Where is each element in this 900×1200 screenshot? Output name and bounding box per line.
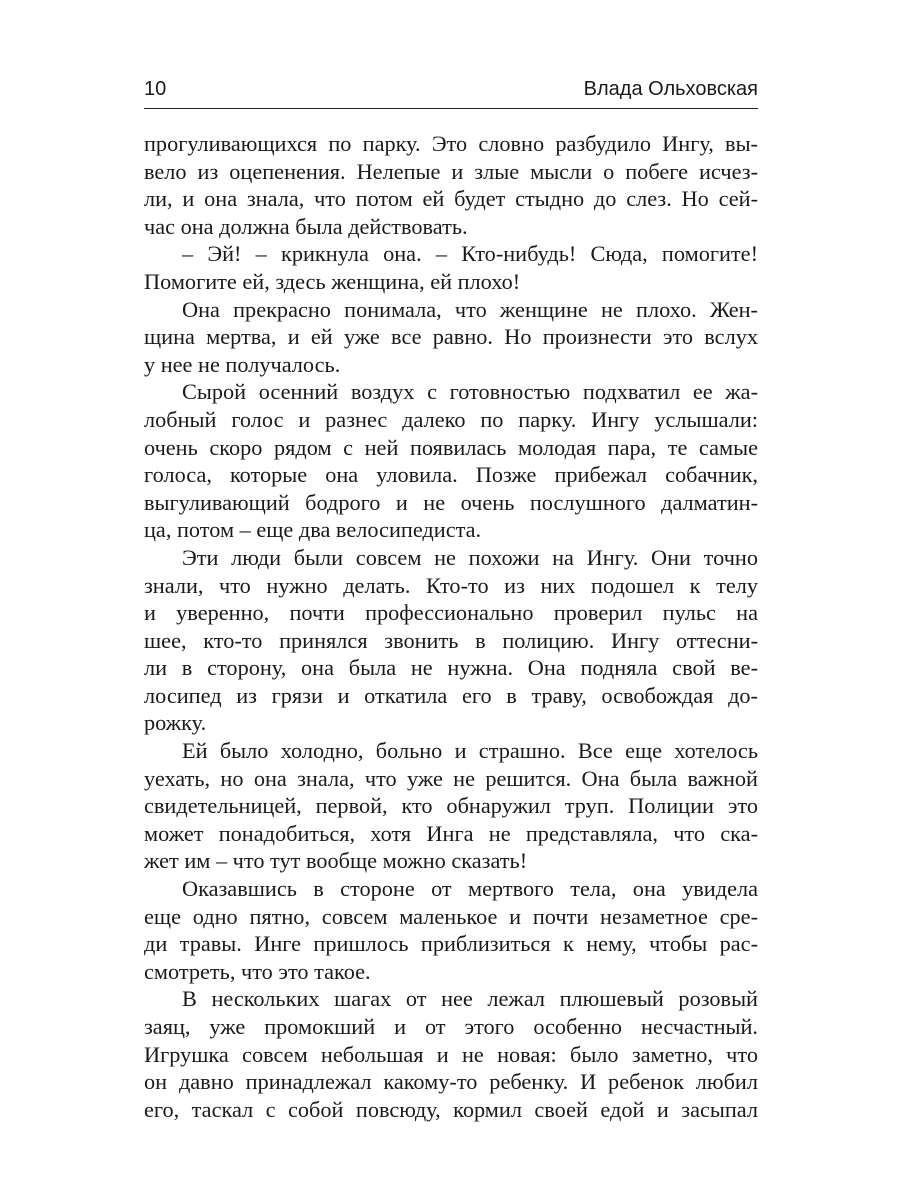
paragraph — [144, 985, 758, 1123]
text-line: смотреть, что это такое. — [144, 958, 371, 984]
text-line: свидетельницей, первой, кто обнаружил труп. Полиции это — [144, 793, 758, 819]
text-line: – Эй! – крикнула она. – Кто-нибудь! Сюда, помогите! — [182, 241, 758, 267]
text-line: вело из оцепенения. Нелепые и злые мысли о побеге исчез- — [144, 158, 758, 184]
text-line: он давно принадлежал какому-то ребенку. И ребенок любил — [144, 1069, 758, 1095]
text-line: еще одно пятно, совсем маленькое и почти незаметное сре- — [144, 903, 758, 929]
text-line: прогуливающихся по парку. Это словно разбудило Ингу, вы- — [144, 131, 758, 156]
text-line: знали, что нужно делать. Кто-то из них подошел к телу — [144, 572, 758, 598]
text-line: ца, потом – еще два велосипедиста. — [144, 517, 482, 543]
text-line: и уверенно, почти профессионально проверил пульс на — [144, 600, 758, 626]
text-line: Сырой осенний воздух с готовностью подхватил ее жа- — [182, 379, 758, 405]
text-line: В нескольких шагах от нее лежал плюшевый розовый — [182, 986, 758, 1012]
text-line: ли, и она знала, что потом ей будет стыдно до слез. Но сей- — [144, 186, 758, 212]
paragraph — [144, 544, 758, 737]
text-line: ди травы. Инге пришлось приблизиться к нему, чтобы рас- — [144, 931, 758, 957]
text-line: шее, кто-то принялся звонить в полицию. Ингу оттесни- — [144, 627, 758, 653]
text-line: выгуливающий бодрого и не очень послушного далматин- — [144, 489, 758, 515]
text-line: Помогите ей, здесь женщина, ей плохо! — [144, 268, 521, 294]
text-line: щина мертва, и ей уже все равно. Но произнести это вслух — [144, 324, 758, 350]
paragraph — [144, 378, 758, 544]
text-line: уехать, но она знала, что уже не решится. Она была важной — [144, 765, 758, 791]
text-line: Ей было холодно, больно и страшно. Все еще хотелось — [182, 738, 758, 764]
text-line: лосипед из грязи и откатила его в траву, освобождая до- — [144, 682, 758, 708]
text-line: рожку. — [144, 710, 207, 736]
paragraph — [144, 240, 758, 295]
text-line: Эти люди были совсем не похожи на Ингу. Они точно — [182, 544, 758, 570]
paragraph — [144, 875, 758, 985]
text-line: жет им – что тут вообще можно сказать! — [144, 848, 528, 874]
text-line: Она прекрасно понимала, что женщине не плохо. Жен- — [182, 296, 758, 322]
paragraph — [144, 130, 758, 240]
running-title-author: Влада Ольховская — [583, 78, 758, 100]
text-line: голоса, которые она уловила. Позже прибежал собачник, — [144, 462, 758, 488]
body-text — [144, 130, 758, 1123]
page-number: 10 — [144, 78, 167, 100]
text-line: его, таскал с собой повсюду, кормил своей едой и засыпал — [144, 1096, 758, 1122]
text-line: лобный голос и разнес далеко по парку. Ингу услышали: — [144, 406, 758, 432]
paragraph — [144, 296, 758, 379]
paragraph — [144, 737, 758, 875]
text-line: Игрушка совсем небольшая и не новая: было заметно, что — [144, 1041, 758, 1067]
text-line: час она должна была действовать. — [144, 213, 468, 239]
text-line: Оказавшись в стороне от мертвого тела, она увидела — [182, 876, 758, 902]
text-line: у нее не получалось. — [144, 351, 341, 377]
text-line: ли в сторону, она была не нужна. Она подняла свой ве- — [144, 655, 758, 681]
text-line: может понадобиться, хотя Инга не представляла, что ска- — [144, 820, 758, 846]
running-header — [144, 72, 758, 109]
text-line: очень скоро рядом с ней появилась молодая пара, те самые — [144, 434, 758, 460]
text-line: заяц, уже промокший и от этого особенно несчастный. — [144, 1014, 758, 1039]
